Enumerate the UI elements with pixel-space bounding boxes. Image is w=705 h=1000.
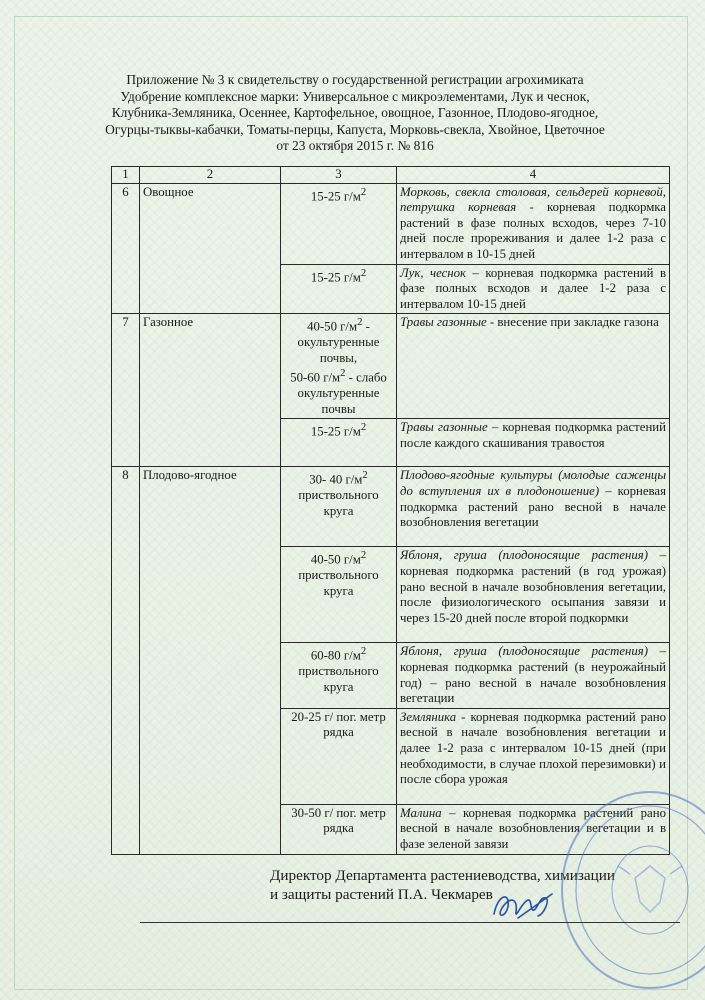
application-description: Морковь, свекла столовая, сельдерей корневой, петрушка корневая - корневая подкормка растений в фазе полных всходов, через 7-10 дней после прореживания и далее 1-2 раза с интервалом в 10-15 дней	[397, 183, 670, 264]
application-description: Яблоня, груша (плодоносящие растения) – корневая подкормка растений (в неурожайный год) – рано весной в начале возобновления вегетации	[397, 643, 670, 708]
table-row	[112, 467, 670, 547]
application-description: Малина – корневая подкормка растений рано весной в начале возобновления вегетации и в фазе зеленой завязи	[397, 804, 670, 854]
table-row	[112, 183, 670, 264]
application-rate: 20-25 г/ пог. метр рядка	[281, 708, 397, 804]
application-description: Плодово-ягодные культуры (молодые саженцы до вступления их в плодоношение) – корневая подкормка растений рано весной в начале возобновления вегетации	[397, 467, 670, 547]
row-number: 7	[112, 314, 140, 467]
column-header-3: 3	[281, 167, 397, 184]
table-header-row	[112, 167, 670, 184]
header-line-1: Приложение № 3 к свидетельству о государственной регистрации агрохимиката	[126, 72, 584, 87]
header-line-4: Огурцы-тыквы-кабачки, Томаты-перцы, Капуста, Морковь-свекла, Хвойное, Цветочное	[105, 121, 605, 137]
table-row	[112, 314, 670, 419]
application-rate: 15-25 $г/м^2$	[281, 264, 397, 314]
application-description: Яблоня, груша (плодоносящие растения) – корневая подкормка растений (в год урожая) рано весной в начале возобновления вегетации, после физиологического осыпания завязи и через 15-20 дней после второй подкормки	[397, 547, 670, 643]
header-line-2: Удобрение комплексное марки: Универсальное с микроэлементами, Лук и чеснок,	[120, 88, 590, 104]
signature-line	[140, 922, 680, 923]
application-description: Травы газонные – корневая подкормка растений после каждого скашивания травостоя	[397, 419, 670, 467]
row-number: 6	[112, 183, 140, 314]
fertilizer-name: Газонное	[140, 314, 281, 467]
application-description: Травы газонные - внесение при закладке газона	[397, 314, 670, 419]
application-description: Лук, чеснок – корневая подкормка растений в фазе полных всходов и далее 1-2 раза с интервалом 10-15 дней	[397, 264, 670, 314]
column-header-2: 2	[140, 167, 281, 184]
application-rate: 40-50 $г/м^2$ - окультуренные почвы, 50-60 $г/м^2$ - слабо окультуренные почвы	[281, 314, 397, 419]
director-name: и защиты растений П.А. Чекмарев	[270, 886, 493, 903]
application-rate: 60-80 $г/м^2$ приствольного круга	[281, 643, 397, 708]
official-stamp	[540, 770, 705, 1000]
application-rates-table	[111, 166, 670, 855]
header-line-5: от 23 октября 2015 г. № 816	[276, 138, 434, 154]
row-number: 8	[112, 467, 140, 854]
document-header	[60, 72, 650, 155]
application-rate: 40-50 $г/м^2$ приствольного круга	[281, 547, 397, 643]
application-rate: 30- 40 $г/м^2$ приствольного круга	[281, 467, 397, 547]
fertilizer-name: Овощное	[140, 183, 281, 314]
application-rate: 15-25 $г/м^2$	[281, 419, 397, 467]
director-title: Директор Департамента растениеводства, химизации	[270, 867, 616, 884]
fertilizer-name: Плодово-ягодное	[140, 467, 281, 854]
application-rate: 15-25 $г/м^2$	[281, 183, 397, 264]
application-description: Земляника - корневая подкормка растений рано весной в начале возобновления вегетации и далее 1-2 раза с интервалом 10-15 дней (при необходимости, в случае плохой перезимовки) и после сбора урожая	[397, 708, 670, 804]
header-line-3: Клубника-Земляника, Осеннее, Картофельное, овощное, Газонное, Плодово-ягодное,	[111, 105, 599, 121]
column-header-1: 1	[112, 167, 140, 184]
column-header-4: 4	[397, 167, 670, 184]
application-rate: 30-50 г/ пог. метр рядка	[281, 804, 397, 854]
